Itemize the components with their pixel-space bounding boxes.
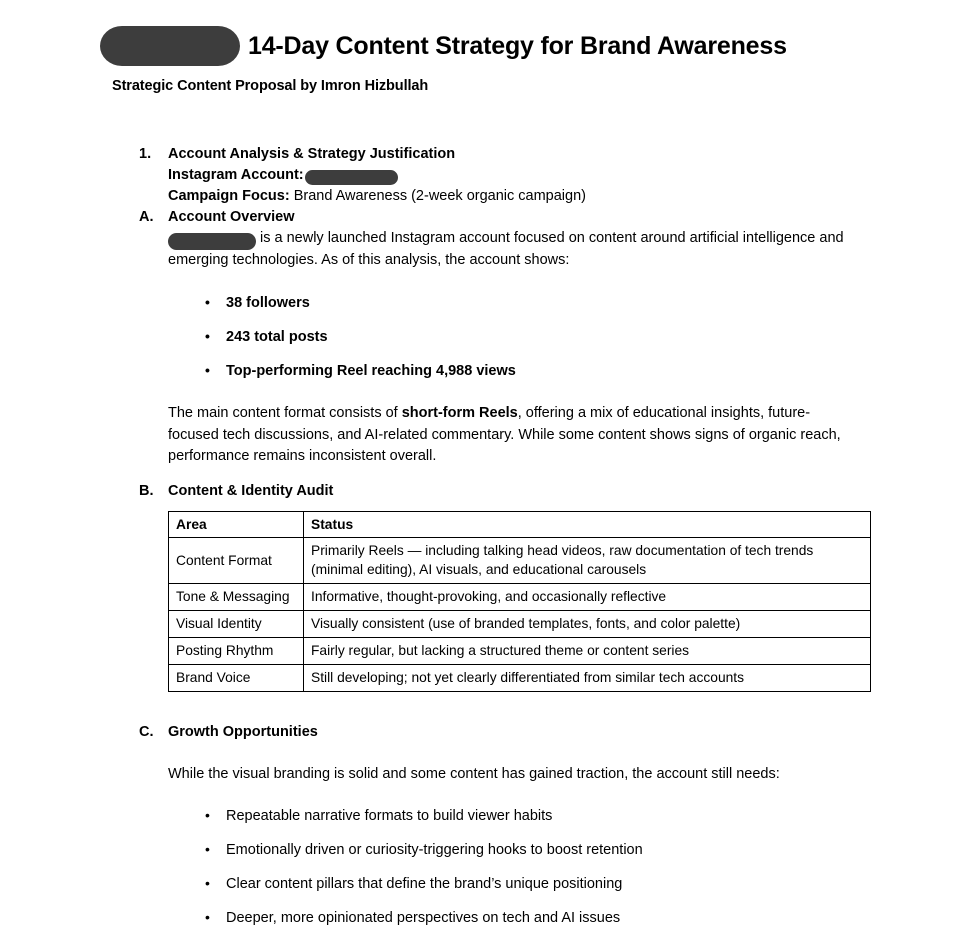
cell-status: Primarily Reels — including talking head videos, raw documentation of tech trends (minimal editing), AI visuals, and educational carousels xyxy=(304,538,871,584)
section-c-marker: C. xyxy=(139,724,154,740)
opportunity-narrative-formats: Repeatable narrative formats to build viewer habits xyxy=(226,808,553,824)
account-stats-list xyxy=(0,293,960,382)
table-row xyxy=(169,665,871,692)
campaign-focus-label: Campaign Focus: xyxy=(168,188,290,204)
list-item xyxy=(0,361,960,382)
list-item xyxy=(0,908,960,929)
opportunity-content-pillars: Clear content pillars that define the brand’s unique positioning xyxy=(226,876,623,892)
table-row xyxy=(169,638,871,665)
page-title: 14-Day Content Strategy for Brand Awareness xyxy=(248,31,787,60)
account-overview-paragraph xyxy=(0,228,960,271)
column-header-status: Status xyxy=(304,512,871,538)
cell-area: Brand Voice xyxy=(169,665,304,692)
stat-followers: 38 followers xyxy=(226,295,310,311)
list-item xyxy=(0,806,960,827)
column-header-area: Area xyxy=(169,512,304,538)
cell-status: Fairly regular, but lacking a structured theme or content series xyxy=(304,638,871,665)
cell-area: Content Format xyxy=(169,538,304,584)
table-row xyxy=(169,538,871,584)
section-b-marker: B. xyxy=(139,483,154,499)
document-title-row xyxy=(100,24,787,68)
document-subtitle: Strategic Content Proposal by Imron Hizbullah xyxy=(112,78,429,94)
redaction-bar-instagram-handle xyxy=(305,170,398,185)
section-b-heading-section xyxy=(0,481,960,502)
table-row xyxy=(169,584,871,611)
redaction-bar-account-name xyxy=(168,233,256,250)
cell-area: Tone & Messaging xyxy=(169,584,304,611)
content-format-section xyxy=(0,403,960,468)
format-paragraph-part2: , offering a mix of educational insights, future-focused tech discussions, and AI-related commentary. While some content shows signs of organic reach, performance remains inconsistent overall. xyxy=(168,405,841,464)
list-item xyxy=(0,327,960,348)
table-row xyxy=(169,611,871,638)
section-1-heading-row xyxy=(0,144,960,165)
section-a-heading-row xyxy=(0,207,960,228)
growth-opportunities-list xyxy=(0,806,960,929)
growth-opportunities-intro: While the visual branding is solid and some content has gained traction, the account still needs: xyxy=(168,766,780,782)
cell-area: Visual Identity xyxy=(169,611,304,638)
opportunity-perspectives: Deeper, more opinionated perspectives on tech and AI issues xyxy=(226,910,621,926)
section-c-heading: Growth Opportunities xyxy=(168,724,318,740)
campaign-focus-value: Brand Awareness (2-week organic campaign) xyxy=(293,188,586,204)
campaign-focus-line xyxy=(0,186,960,207)
instagram-account-label: Instagram Account: xyxy=(168,167,304,183)
account-overview-text: is a newly launched Instagram account focused on content around artificial intelligence and emerging technologies. As of this analysis, the account shows: xyxy=(168,230,844,268)
format-paragraph-part1: The main content format consists of xyxy=(168,405,402,421)
list-item xyxy=(0,874,960,895)
format-paragraph-emphasis: short-form Reels xyxy=(401,405,518,421)
instagram-account-line xyxy=(0,165,960,186)
section-a-heading: Account Overview xyxy=(168,209,295,225)
opportunity-hooks: Emotionally driven or curiosity-triggering hooks to boost retention xyxy=(226,842,643,858)
cell-status: Visually consistent (use of branded templates, fonts, and color palette) xyxy=(304,611,871,638)
list-item xyxy=(0,840,960,861)
stat-total-posts: 243 total posts xyxy=(226,329,328,345)
growth-opportunities-section xyxy=(0,806,960,942)
redaction-bar-title xyxy=(100,26,240,66)
section-a-marker: A. xyxy=(139,209,154,225)
stat-top-reel: Top-performing Reel reaching 4,988 views xyxy=(226,363,516,379)
list-item xyxy=(0,293,960,314)
document-body xyxy=(0,144,960,271)
section-b-heading: Content & Identity Audit xyxy=(168,483,334,499)
cell-status: Still developing; not yet clearly differentiated from similar tech accounts xyxy=(304,665,871,692)
section-1-marker: 1. xyxy=(139,146,152,162)
section-c-heading-section xyxy=(0,722,960,743)
section-1-heading: Account Analysis & Strategy Justification xyxy=(168,146,456,162)
table-header-row xyxy=(169,512,871,538)
section-c-heading-row xyxy=(0,722,960,743)
growth-opportunities-intro-section xyxy=(0,764,960,786)
content-identity-audit-table xyxy=(168,511,871,692)
cell-area: Posting Rhythm xyxy=(169,638,304,665)
cell-status: Informative, thought-provoking, and occasionally reflective xyxy=(304,584,871,611)
account-stats-section xyxy=(0,293,960,395)
content-format-paragraph xyxy=(0,403,960,468)
section-b-heading-row xyxy=(0,481,960,502)
